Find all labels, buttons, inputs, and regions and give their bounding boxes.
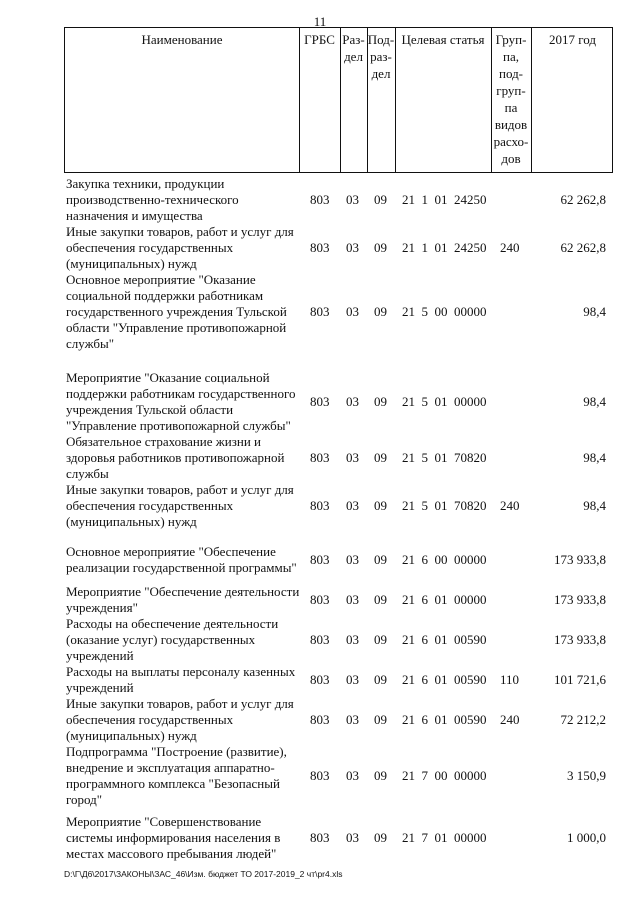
table-header: [64, 27, 613, 173]
row-target-article: 21 7 01 00000: [402, 830, 487, 845]
row-subsection: 09: [374, 304, 387, 319]
row-section: 03: [346, 632, 359, 647]
row-target-article: 21 1 01 24250: [402, 192, 487, 207]
row-subsection: 09: [374, 830, 387, 845]
table-row: [0, 434, 640, 482]
table-row: [0, 576, 640, 616]
row-grbs: 803: [310, 830, 330, 845]
row-name: Иные закупки товаров, работ и услуг для обеспечения государственных (муниципальных) нужд: [66, 482, 294, 529]
row-grbs: 803: [310, 592, 330, 607]
table-row: [0, 482, 640, 530]
row-target-article: 21 7 00 00000: [402, 768, 487, 783]
header-section: Раз- дел: [342, 32, 365, 64]
page-number: 11: [313, 14, 327, 29]
row-amount: 173 933,8: [554, 632, 606, 647]
row-section: 03: [346, 768, 359, 783]
row-subsection: 09: [374, 632, 387, 647]
row-amount: 72 212,2: [560, 712, 606, 727]
header-name: Наименование: [141, 32, 223, 47]
row-amount: 3 150,9: [567, 768, 606, 783]
row-group: 240: [500, 240, 520, 255]
row-target-article: 21 6 01 00590: [402, 672, 487, 687]
row-section: 03: [346, 592, 359, 607]
table-row: [0, 272, 640, 352]
header-subsection: Под- раз- дел: [367, 32, 395, 81]
row-name: Расходы на обеспечение деятельности (оказание услуг) государственных учреждений: [66, 616, 279, 663]
row-section: 03: [346, 498, 359, 513]
row-amount: 101 721,6: [554, 672, 606, 687]
row-target-article: 21 5 00 00000: [402, 304, 487, 319]
row-section: 03: [346, 394, 359, 409]
row-subsection: 09: [374, 240, 387, 255]
table-row: [0, 352, 640, 434]
row-grbs: 803: [310, 394, 330, 409]
column-divider: [299, 28, 300, 172]
row-grbs: 803: [310, 712, 330, 727]
row-amount: 98,4: [583, 304, 606, 319]
row-name: Иные закупки товаров, работ и услуг для обеспечения государственных (муниципальных) нужд: [66, 696, 294, 743]
row-target-article: 21 5 01 70820: [402, 498, 487, 513]
row-grbs: 803: [310, 304, 330, 319]
header-group: Груп- па, под- груп- па видов расхо- дов: [493, 32, 529, 166]
table-row: [0, 808, 640, 862]
row-name: Подпрограмма "Построение (развитие), внедрение и эксплуатация аппаратно- программного комплекса "Безопасный город": [66, 744, 287, 807]
row-target-article: 21 6 01 00000: [402, 592, 487, 607]
row-section: 03: [346, 240, 359, 255]
row-grbs: 803: [310, 552, 330, 567]
row-amount: 62 262,8: [560, 192, 606, 207]
table-body: [0, 176, 640, 862]
row-group: 240: [500, 498, 520, 513]
row-target-article: 21 5 01 00000: [402, 394, 487, 409]
row-target-article: 21 6 01 00590: [402, 712, 487, 727]
row-group: 240: [500, 712, 520, 727]
row-amount: 98,4: [583, 498, 606, 513]
row-subsection: 09: [374, 768, 387, 783]
row-grbs: 803: [310, 240, 330, 255]
row-target-article: 21 6 00 00000: [402, 552, 487, 567]
row-amount: 173 933,8: [554, 552, 606, 567]
row-name: Основное мероприятие "Оказание социальной поддержки работникам государственного учреждения Тульской области "Управление противопожарной службы": [66, 272, 287, 351]
row-subsection: 09: [374, 450, 387, 465]
row-target-article: 21 6 01 00590: [402, 632, 487, 647]
column-divider: [531, 28, 532, 172]
row-amount: 98,4: [583, 450, 606, 465]
row-subsection: 09: [374, 712, 387, 727]
row-target-article: 21 1 01 24250: [402, 240, 487, 255]
row-section: 03: [346, 304, 359, 319]
row-subsection: 09: [374, 192, 387, 207]
row-section: 03: [346, 712, 359, 727]
row-subsection: 09: [374, 592, 387, 607]
row-subsection: 09: [374, 672, 387, 687]
row-grbs: 803: [310, 192, 330, 207]
row-grbs: 803: [310, 768, 330, 783]
row-name: Расходы на выплаты персоналу казенных учреждений: [66, 664, 296, 695]
row-name: Закупка техники, продукции производственно-технического назначения и имущества: [66, 176, 239, 223]
row-name: Обязательное страхование жизни и здоровья работников противопожарной службы: [66, 434, 285, 481]
table-row: [0, 696, 640, 744]
row-subsection: 09: [374, 498, 387, 513]
row-grbs: 803: [310, 450, 330, 465]
header-year: 2017 год: [549, 32, 596, 47]
table-row: [0, 616, 640, 664]
file-path-footer: D:\Г\Д6\2017\ЗАКОНЫ\ЗАС_46\Изм. бюджет ТО 2017-2019_2 чт\pr4.xls: [64, 869, 343, 879]
row-section: 03: [346, 830, 359, 845]
row-amount: 62 262,8: [560, 240, 606, 255]
row-grbs: 803: [310, 672, 330, 687]
row-section: 03: [346, 672, 359, 687]
column-divider: [395, 28, 396, 172]
row-section: 03: [346, 552, 359, 567]
header-grbs: ГРБС: [304, 32, 335, 47]
table-row: [0, 224, 640, 272]
row-grbs: 803: [310, 498, 330, 513]
row-grbs: 803: [310, 632, 330, 647]
row-section: 03: [346, 450, 359, 465]
row-target-article: 21 5 01 70820: [402, 450, 487, 465]
table-row: [0, 744, 640, 808]
row-name: Иные закупки товаров, работ и услуг для обеспечения государственных (муниципальных) нужд: [66, 224, 294, 271]
header-target-article: Целевая статья: [401, 32, 485, 47]
row-name: Основное мероприятие "Обеспечение реализации государственной программы": [66, 544, 297, 575]
table-row: [0, 176, 640, 224]
row-amount: 1 000,0: [567, 830, 606, 845]
row-amount: 173 933,8: [554, 592, 606, 607]
row-name: Мероприятие "Совершенствование системы информирования населения в местах массового пребывания людей": [66, 814, 281, 861]
row-group: 110: [500, 672, 520, 687]
row-name: Мероприятие "Оказание социальной поддержки работникам государственного учреждения Тульской области "Управление противопожарной службы": [66, 370, 296, 433]
table-row: [0, 530, 640, 576]
row-subsection: 09: [374, 394, 387, 409]
row-amount: 98,4: [583, 394, 606, 409]
row-subsection: 09: [374, 552, 387, 567]
row-section: 03: [346, 192, 359, 207]
row-name: Мероприятие "Обеспечение деятельности учреждения": [66, 584, 300, 615]
table-row: [0, 664, 640, 696]
